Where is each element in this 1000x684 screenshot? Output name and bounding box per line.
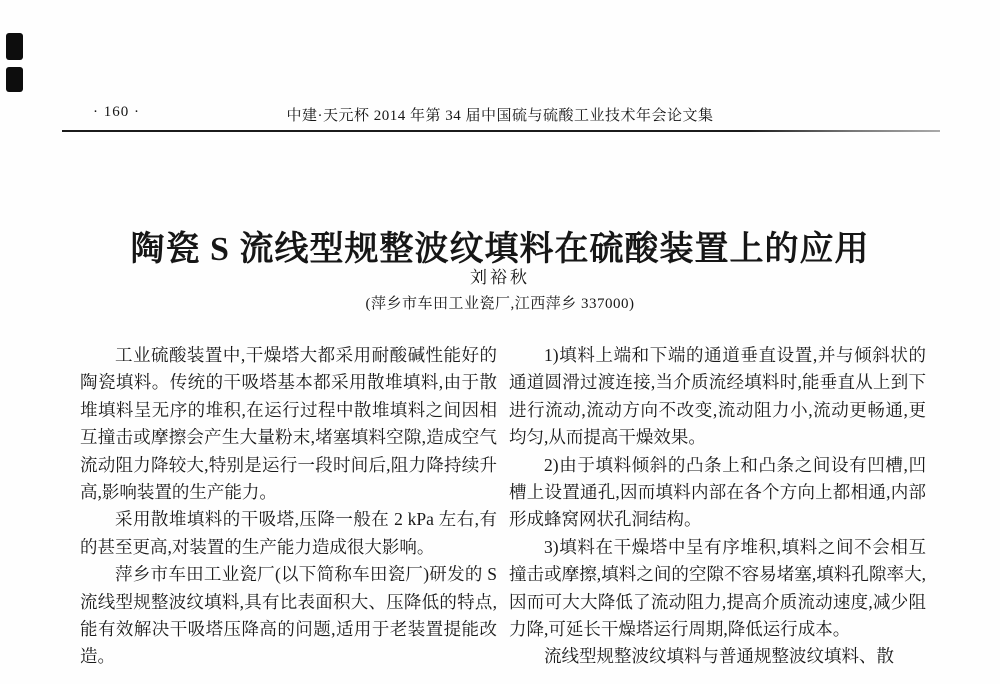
paragraph: 工业硫酸装置中,干燥塔大都采用耐酸碱性能好的陶瓷填料。传统的干吸塔基本都采用散堆填料,由于散堆填料呈无序的堆积,在运行过程中散堆填料之间因相互撞击或摩擦会产生大量粉末,堵塞填料空隙,造成空气流动阻力降较大,特别是运行一段时间后,阻力降持续升高,影响装置的生产能力。 bbox=[80, 345, 497, 503]
paragraph: 2)由于填料倾斜的凸条上和凸条之间设有凹槽,凹槽上设置通孔,因而填料内部在各个方向上都相通,内部形成蜂窝网状孔洞结构。 bbox=[509, 454, 926, 530]
author-name: 刘裕秋 bbox=[470, 268, 530, 287]
page-number: · 160 · bbox=[93, 104, 140, 120]
paragraph: 采用散堆填料的干吸塔,压降一般在 2 kPa 左右,有的甚至更高,对装置的生产能力造成很大影响。 bbox=[80, 509, 497, 557]
body-columns bbox=[80, 342, 926, 671]
author-affiliation: (萍乡市车田工业瓷厂,江西萍乡 337000) bbox=[365, 296, 635, 312]
scan-artifact-mark-bottom bbox=[6, 67, 23, 92]
proceedings-header-title: 中建·天元杯 2014 年第 34 届中国硫与硫酸工业技术年会论文集 bbox=[286, 108, 714, 124]
header-rule-divider bbox=[62, 130, 940, 132]
article-title: 陶瓷 S 流线型规整波纹填料在硫酸装置上的应用 bbox=[130, 230, 870, 268]
paragraph: 3)填料在干燥塔中呈有序堆积,填料之间不会相互撞击或摩擦,填料之间的空隙不容易堵塞,填料孔隙率大,因而可大大降低了流动阻力,提高介质流动速度,减少阻力降,可延长干燥塔运行周期,降低运行成本。 bbox=[509, 536, 926, 640]
paragraph: 流线型规整波纹填料与普通规整波纹填料、散 bbox=[544, 646, 894, 667]
scan-artifact-mark-top bbox=[6, 33, 23, 60]
left-column bbox=[80, 342, 497, 671]
paragraph: 1)填料上端和下端的通道垂直设置,并与倾斜状的通道圆滑过渡连接,当介质流经填料时,能垂直从上到下进行流动,流动方向不改变,流动阻力小,流动更畅通,更均匀,从而提高干燥效果。 bbox=[509, 345, 926, 448]
right-column bbox=[509, 342, 926, 671]
paragraph: 萍乡市车田工业瓷厂(以下简称车田瓷厂)研发的 S 流线型规整波纹填料,具有比表面积大、压降低的特点,能有效解决干吸塔压降高的问题,适用于老装置提能改造。 bbox=[80, 564, 497, 667]
